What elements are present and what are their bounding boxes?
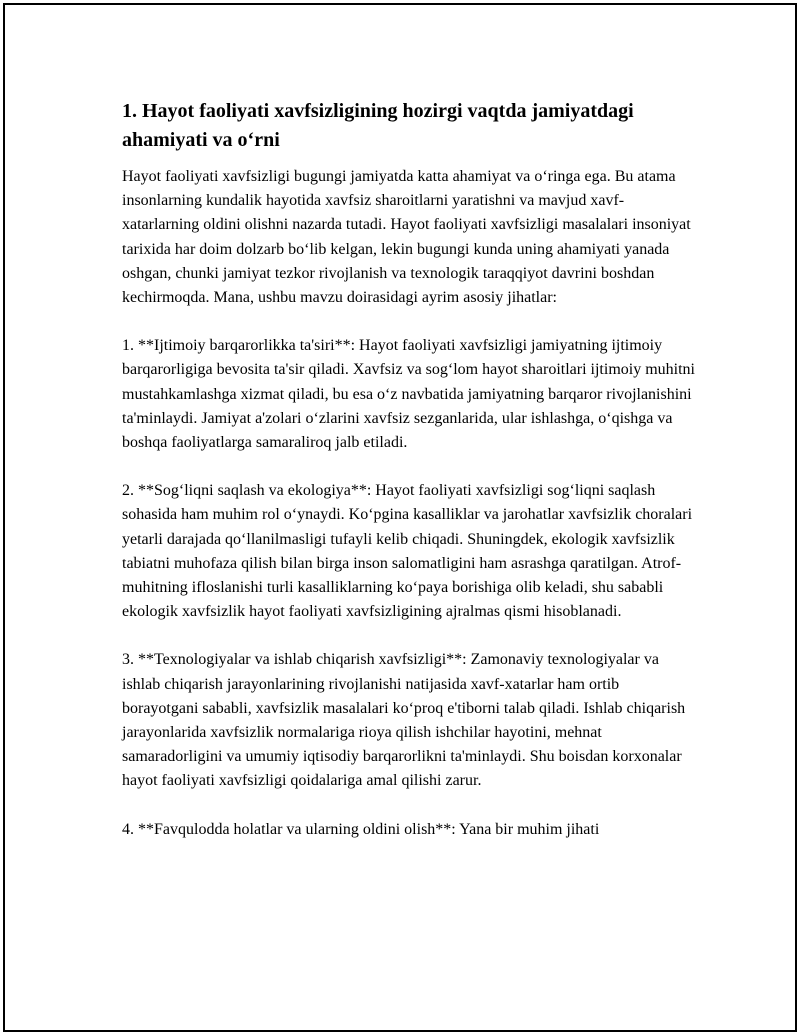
- paragraph-health-ecology: 2. **Sog‘liqni saqlash va ekologiya**: Hayot faoliyati xavfsizligi sog‘liqni saqlash sohasida ham muhim rol o‘ynaydi. Ko‘pgina kasalliklar va jarohatlar xavfsizlik choralari yetarli darajada qo‘llanilmasligi tufayli kelib chiqadi. Shuningdek, ekologik xavfsizlik tabiatni muhofaza qilish bilan birga inson salomatligini ham asrashga qaratilgan. Atrof-muhitning ifloslanishi turli kasalliklarning ko‘paya borishiga olib keladi, shu sababli ekologik xavfsizlik hayot faoliyati xavfsizligining ajralmas qismi hisoblanadi.: [122, 482, 693, 621]
- intro-paragraph: Hayot faoliyati xavfsizligi bugungi jamiyatda katta ahamiyat va o‘ringa ega. Bu atama insonlarning kundalik hayotida xavfsiz sharoitlarni yaratishni va mavjud xavf-xatarlarning oldini olishni nazarda tutadi. Hayot faoliyati xavfsizligi masalalari insoniyat tarixida har doim dolzarb bo‘lib kelgan, lekin bugungi kunda uning ahamiyati yanada oshgan, chunki jamiyat tezkor rivojlanish va texnologik taraqqiyot davrini boshdan kechirmoqda. Mana, ushbu mavzu doirasidagi ayrim asosiy jihatlar:: [122, 168, 691, 307]
- paragraph-social-stability: 1. **Ijtimoiy barqarorlikka ta'siri**: Hayot faoliyati xavfsizligi jamiyatning ijtimoiy barqarorligiga bevosita ta'sir qiladi. Xavfsiz va sog‘lom hayot sharoitlari ijtimoiy muhitni mustahkamlashga xizmat qiladi, bu esa o‘z navbatida jamiyatning barqaror rivojlanishini ta'minlaydi. Jamiyat a'zolari o‘zlarini xavfsiz sezganlarida, ular ishlashga, o‘qishga va boshqa faoliyatlarga samaraliroq jalb etiladi.: [122, 337, 695, 452]
- paragraph-emergencies: 4. **Favqulodda holatlar va ularning oldini olish**: Yana bir muhim jihati: [122, 820, 600, 838]
- paragraph-technology-safety: 3. **Texnologiyalar va ishlab chiqarish xavfsizligi**: Zamonaviy texnologiyalar va ishlab chiqarish jarayonlarining rivojlanishi natijasida xavf-xatarlar ham ortib borayotgani sababli, xavfsizlik masalalari ko‘proq e'tiborni talab qiladi. Ishlab chiqarish jarayonlarida xavfsizlik normalariga rioya qilish ishchilar hayotini, mehnat samaradorligini va umumiy iqtisodiy barqarorlikni ta'minlaydi. Shu boisdan korxonalar hayot faoliyati xavfsizligi qoidalariga amal qilishi zarur.: [122, 651, 686, 790]
- document-body: [122, 97, 697, 842]
- page-frame: [3, 3, 797, 1032]
- document-title: 1. Hayot faoliyati xavfsizligining hozirgi vaqtda jamiyatdagi ahamiyati va o‘rni: [122, 100, 634, 151]
